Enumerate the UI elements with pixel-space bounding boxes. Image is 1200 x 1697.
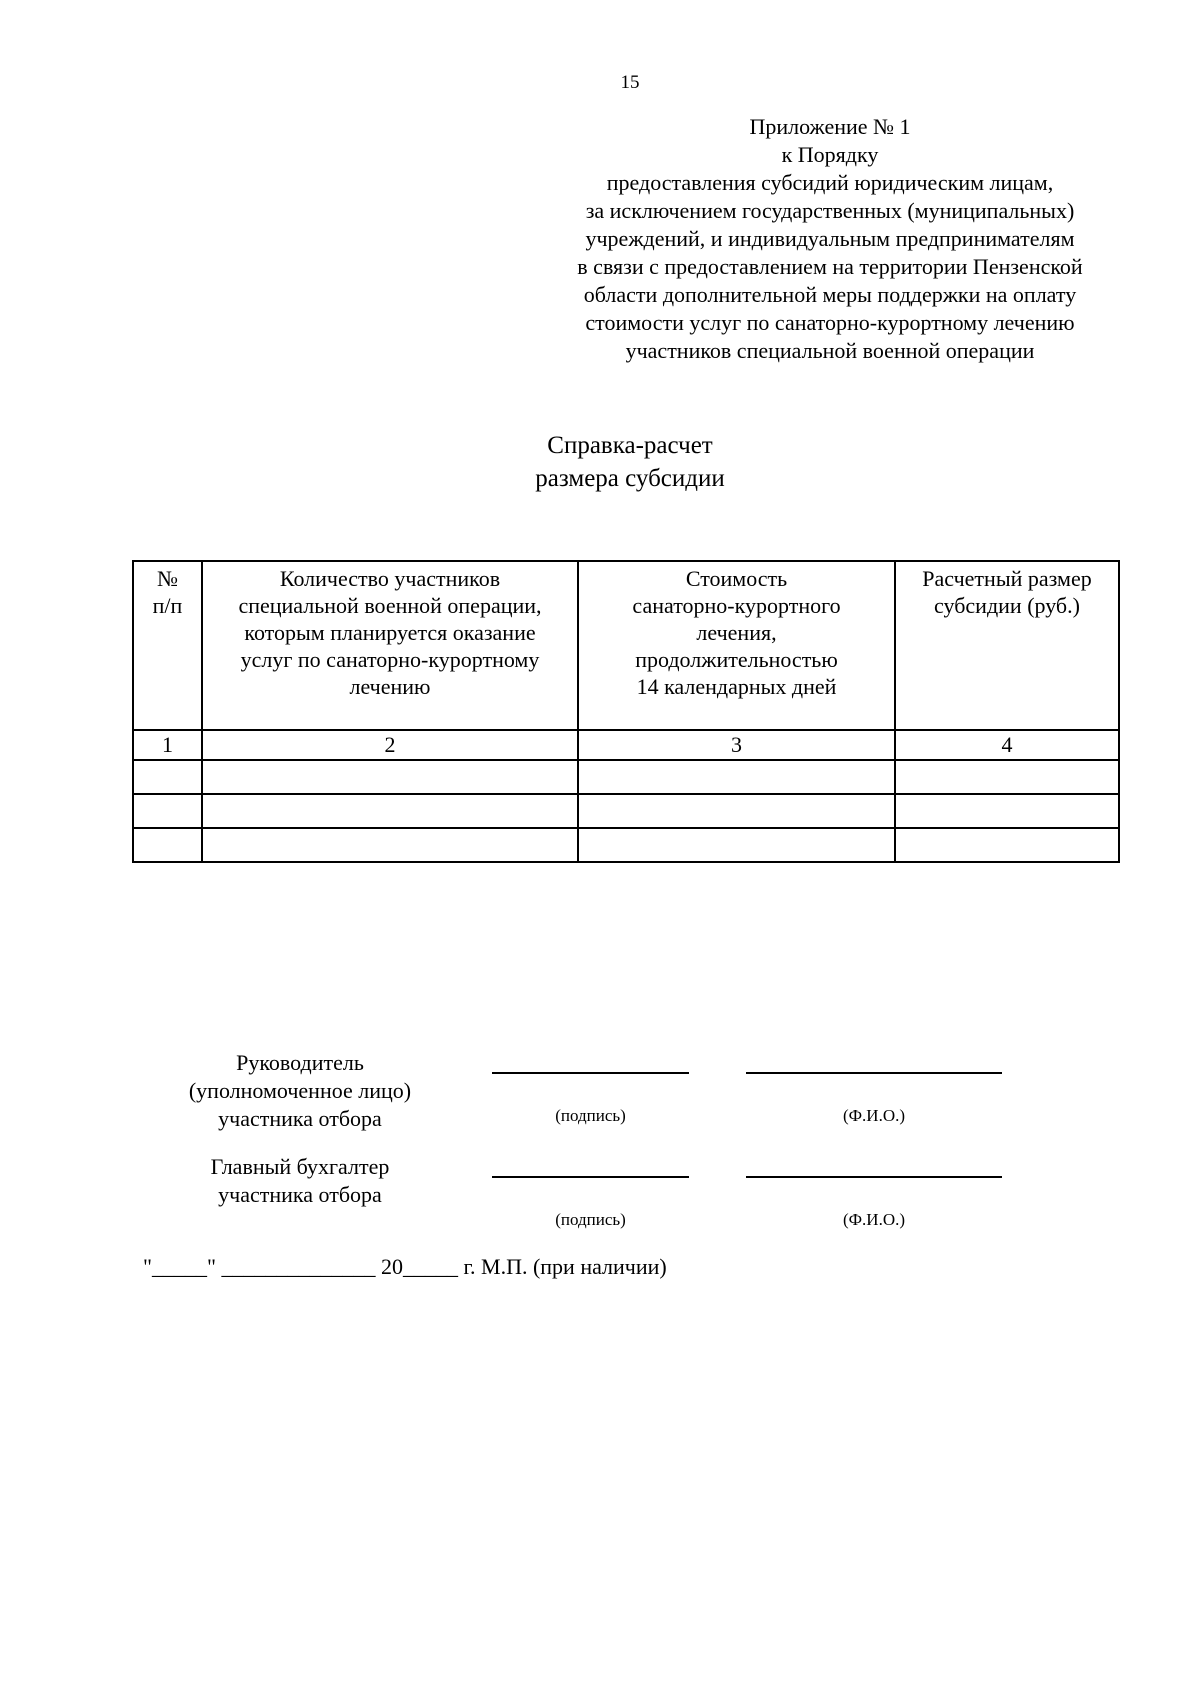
table-cell bbox=[895, 760, 1119, 794]
table-cell bbox=[895, 794, 1119, 828]
header-cell-participants: Количество участников специальной военной операции, которым планируется оказание услуг по санаторно-курортному лечению bbox=[202, 561, 578, 730]
column-number: 3 bbox=[578, 730, 895, 760]
column-number: 2 bbox=[202, 730, 578, 760]
appendix-line: Приложение № 1 bbox=[749, 114, 911, 139]
table-cell bbox=[202, 828, 578, 862]
date-stamp-line: "_____" ______________ 20_____ г. М.П. (при наличии) bbox=[143, 1254, 667, 1279]
header-cell-cost: Стоимость санаторно-курортного лечения, продолжительностью 14 календарных дней bbox=[578, 561, 895, 730]
page-number: 15 bbox=[620, 72, 640, 93]
accountant-name-line bbox=[746, 1176, 1002, 1178]
table-row bbox=[133, 828, 1119, 862]
appendix-line: к Порядку bbox=[781, 142, 879, 167]
appendix-line: учреждений, и индивидуальным предпринимателям bbox=[585, 226, 1075, 251]
appendix-line: за исключением государственных (муниципальных) bbox=[585, 198, 1075, 223]
appendix-header bbox=[530, 113, 1130, 365]
title-line-1: Справка-расчет bbox=[547, 432, 713, 459]
title-line-2: размера субсидии bbox=[535, 465, 725, 492]
column-number: 1 bbox=[133, 730, 202, 760]
column-number-row bbox=[133, 730, 1119, 760]
table-cell bbox=[133, 828, 202, 862]
appendix-line: стоимости услуг по санаторно-курортному лечению bbox=[585, 310, 1075, 335]
table-cell bbox=[133, 760, 202, 794]
table-header-row bbox=[133, 561, 1119, 730]
director-role: Руководитель (уполномоченное лицо) участника отбора bbox=[188, 1050, 412, 1131]
document-title bbox=[0, 429, 1200, 495]
director-signature-caption: (подпись) bbox=[555, 1106, 626, 1125]
appendix-line: предоставления субсидий юридическим лицам, bbox=[606, 170, 1054, 195]
accountant-signature-line bbox=[492, 1176, 689, 1178]
subsidy-calc-table bbox=[132, 560, 1120, 863]
table-row bbox=[133, 760, 1119, 794]
table-cell bbox=[895, 828, 1119, 862]
table-cell bbox=[578, 760, 895, 794]
director-signature-line bbox=[492, 1072, 689, 1074]
column-number: 4 bbox=[895, 730, 1119, 760]
appendix-line: в связи с предоставлением на территории Пензенской bbox=[577, 254, 1083, 279]
appendix-line: участников специальной военной операции bbox=[625, 338, 1035, 363]
accountant-name-caption: (Ф.И.О.) bbox=[842, 1210, 906, 1229]
accountant-role: Главный бухгалтер участника отбора bbox=[210, 1154, 390, 1207]
header-cell-number: № п/п bbox=[133, 561, 202, 730]
accountant-signature-caption: (подпись) bbox=[555, 1210, 626, 1229]
director-name-caption: (Ф.И.О.) bbox=[842, 1106, 906, 1125]
table-cell bbox=[202, 760, 578, 794]
appendix-line: области дополнительной меры поддержки на оплату bbox=[583, 282, 1077, 307]
table-cell bbox=[202, 794, 578, 828]
table-row bbox=[133, 794, 1119, 828]
table-cell bbox=[133, 794, 202, 828]
table-cell bbox=[578, 828, 895, 862]
header-cell-subsidy: Расчетный размер субсидии (руб.) bbox=[895, 561, 1119, 730]
table-cell bbox=[578, 794, 895, 828]
director-name-line bbox=[746, 1072, 1002, 1074]
